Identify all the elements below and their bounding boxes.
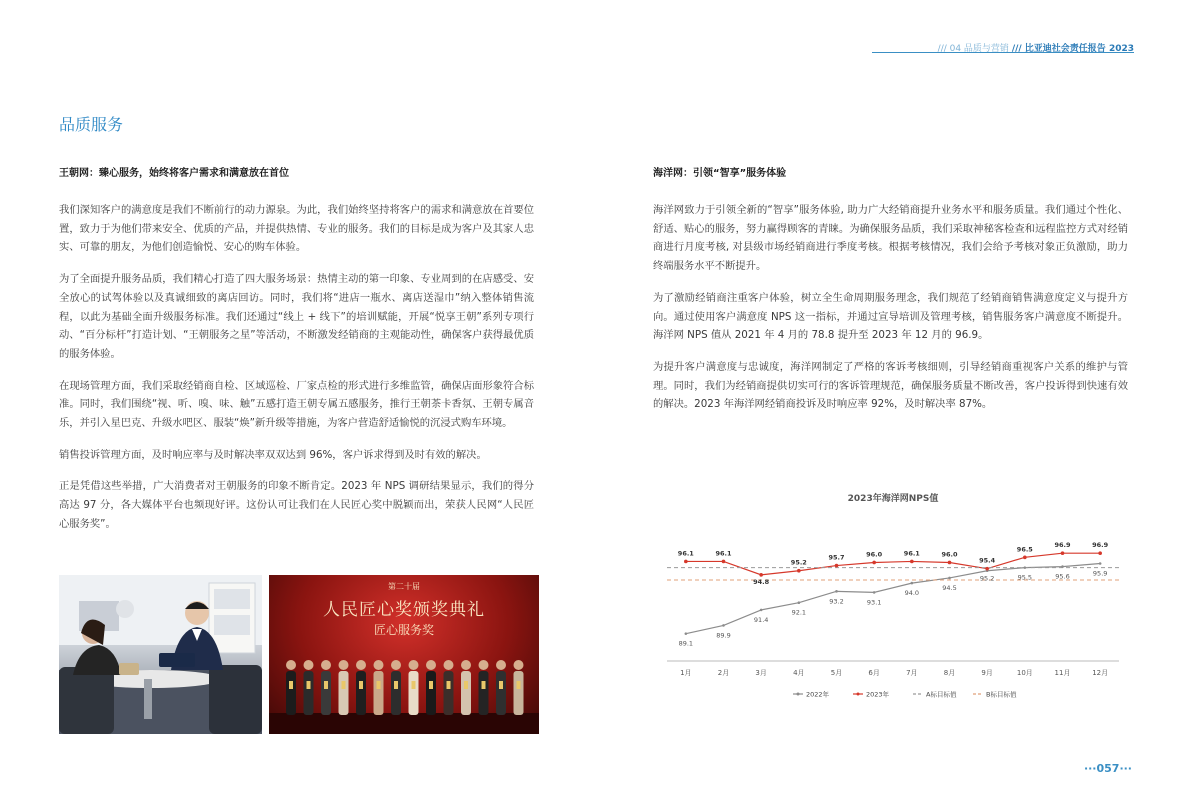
data-point (684, 560, 688, 564)
x-tick-label: 2月 (717, 669, 730, 677)
person-figure (286, 671, 296, 715)
data-label: 91.4 (753, 615, 769, 624)
trophy (429, 681, 433, 689)
data-label: 95.2 (790, 558, 807, 567)
data-point (1061, 565, 1064, 568)
x-tick-label: 10月 (1016, 669, 1033, 677)
left-paragraph: 正是凭借这些举措，广大消费者对王朝服务的印象不断肯定。2023 年 NPS 调研结果显示，我们的得分高达 97 分，各大媒体平台也频现好评。这份认可让我们在人民匠心奖中脱颖而出，荣获人民网“人民匠心服务奖”。 (59, 480, 534, 530)
data-point (835, 590, 838, 593)
person-figure (304, 671, 314, 715)
person-figure (321, 671, 331, 715)
header-section: /// 04 品质与营销 (937, 44, 1009, 54)
trophy (377, 681, 381, 689)
x-tick-label: 7月 (906, 669, 918, 677)
data-point (911, 582, 914, 585)
legend-label: 2022年 (806, 690, 830, 699)
data-point (759, 573, 763, 577)
data-point (1024, 566, 1027, 569)
award-winners-illustration (269, 575, 539, 734)
x-tick-label: 4月 (793, 669, 805, 677)
award-name-text: 匠心服务奖 (373, 623, 434, 637)
person-figure (426, 671, 436, 715)
person-head (391, 660, 401, 670)
x-tick-label: 11月 (1054, 669, 1071, 677)
person-head (286, 660, 296, 670)
trophy (499, 681, 503, 689)
nps-line-chart (653, 485, 1133, 720)
data-label: 95.4 (979, 556, 996, 565)
data-label: 96.9 (1092, 541, 1109, 550)
trophy (447, 681, 451, 689)
right-paragraph: 为了激励经销商注重客户体验，树立全生命周期服务理念，我们规范了经销商销售满意度定义与提升方向。通过使用客户满意度 NPS 这一指标，并通过宣导培训及管理考核，销售服务客户满意度不断提升。海洋网 NPS 值从 2021 年 4 月的 78.8 提升至 2023 年 12 月的 96.9。 (653, 291, 1128, 342)
legend-label: B标目标值 (986, 690, 1017, 699)
trophy (324, 681, 328, 689)
data-point (1023, 556, 1027, 560)
person-head (514, 660, 524, 670)
data-label: 96.0 (941, 550, 958, 559)
data-label: 94.0 (904, 589, 920, 598)
person-figure (461, 671, 471, 715)
data-label: 96.0 (866, 550, 883, 559)
series-line (686, 553, 1100, 575)
data-point (910, 560, 914, 564)
data-point (1061, 551, 1065, 555)
ceremony-title-text: 人民匠心奖颁奖典礼 (323, 600, 485, 620)
person-head (356, 660, 366, 670)
left-paragraph: 在现场管理方面，我们采取经销商自检、区域巡检、厂家点检的形式进行多维监管，确保店面形象符合标准。同时，我们围绕“视、听、嗅、味、触”五感打造王朝专属五感服务，推行王朝茶卡香氛、王朝专属音乐，并引入星巴克、升级水吧区、服装“焕”新升级等措施，为客户营造舒适愉悦的沉浸式购车环境。 (59, 379, 534, 430)
data-label: 96.1 (677, 549, 694, 558)
data-label: 96.1 (715, 549, 732, 558)
data-label: 93.1 (866, 598, 882, 607)
person-figure (356, 671, 366, 715)
left-subtitle: 王朝网：臻心服务，始终将客户需求和满意放在首位 (59, 168, 289, 179)
legend-label: A标目标值 (926, 690, 957, 699)
data-label: 96.5 (1016, 545, 1033, 554)
person-figure (514, 671, 524, 715)
trophy (482, 681, 486, 689)
consultation-illustration (59, 575, 262, 734)
left-column (59, 166, 534, 547)
left-paragraph: 为了全面提升服务品质，我们精心打造了四大服务场景：热情主动的第一印象、专业周到的在店感受、安全放心的试驾体验以及真诚细致的离店回访。同时，我们将“进店一瓶水、离店送湿巾”纳入整体销售流程，以此为基础全面升级服务标准。我们还通过“线上 + 线下”的培训赋能，开展“悦享王朝”系列专项行动、“百分标杆”打造计划、“王朝服务之星”等活动，不断激发经销商的主观能动性，确保客户获得最优质的服务体验。 (59, 273, 534, 360)
person-figure (374, 671, 384, 715)
section-title: 品质服务 (59, 115, 124, 134)
x-tick-label: 1月 (680, 669, 692, 677)
data-label: 94.5 (942, 583, 957, 592)
data-point (873, 591, 876, 594)
person-figure (391, 671, 401, 715)
person-head (409, 660, 419, 670)
data-label: 92.1 (791, 608, 807, 617)
x-tick-label: 9月 (981, 669, 993, 677)
data-point (948, 577, 951, 580)
data-point (1098, 551, 1102, 555)
series-line (686, 564, 1100, 634)
data-label: 95.7 (828, 553, 845, 562)
person-head (304, 660, 314, 670)
right-paragraph: 为提升客户满意度与忠诚度，海洋网制定了严格的客诉考核细则，引导经销商重视客户关系的维护与管理。同时，我们为经销商提供切实可行的客诉管理规范，确保服务质量不断改善，客户投诉得到快速有效的解决。2023 年海洋网经销商投诉及时响应率 92%，及时解决率 87%。 (653, 360, 1128, 411)
person-figure (339, 671, 349, 715)
data-label: 96.1 (903, 549, 920, 558)
running-header (938, 41, 1134, 54)
person-figure (496, 671, 506, 715)
data-point (760, 609, 763, 612)
data-label: 95.5 (1017, 573, 1033, 582)
person-figure (479, 671, 489, 715)
data-point (1099, 562, 1102, 565)
right-paragraph: 海洋网致力于引领全新的“智享”服务体验, 助力广大经销商提升业务水平和服务质量。我们通过个性化、舒适、贴心的服务，努力赢得顾客的青睐。为确保服务品质，我们采取神秘客检查和远程监控方式对经销商进行月度考核, 对县级市场经销商进行季度考核。根据考核情况，我们会给予考核对象正负激励，助力终端服务水平不断提升。 (653, 204, 1128, 273)
data-label: 95.6 (1055, 572, 1070, 581)
person-head (339, 660, 349, 670)
award-ceremony-photo (269, 575, 539, 734)
left-paragraph: 销售投诉管理方面，及时响应率与及时解决率双双达到 96%，客户诉求得到及时有效的解决。 (59, 448, 487, 461)
person-head (461, 660, 471, 670)
trophy (359, 681, 363, 689)
service-consultation-photo (59, 575, 262, 734)
data-point (872, 561, 876, 565)
person-head (374, 660, 384, 670)
data-point (797, 569, 801, 573)
x-tick-label: 3月 (755, 669, 767, 677)
nps-chart (653, 485, 1133, 720)
left-paragraph: 我们深知客户的满意度是我们不断前行的动力源泉。为此，我们始终坚持将客户的需求和满意放在首要位置，致力于为他们带来安全、优质的产品，并提供热情、专业的服务。我们的目标是成为客户及其家人忠实、可靠的朋友，为他们创造愉悦、安心的购车体验。 (59, 204, 534, 254)
data-label: 96.9 (1054, 541, 1071, 550)
data-point (798, 601, 801, 604)
trophy (394, 681, 398, 689)
x-tick-label: 12月 (1092, 669, 1109, 677)
data-point (985, 567, 989, 571)
data-point (685, 632, 688, 635)
person-head (426, 660, 436, 670)
trophy (517, 681, 521, 689)
person-head (321, 660, 331, 670)
legend-marker (857, 693, 860, 696)
data-label: 89.1 (678, 639, 694, 648)
data-point (948, 561, 952, 565)
data-point (835, 564, 839, 568)
trophy (464, 681, 468, 689)
legend-marker (797, 693, 800, 696)
legend-label: 2023年 (866, 690, 890, 699)
person-figure (444, 671, 454, 715)
trophy (412, 681, 416, 689)
right-subtitle: 海洋网：引领“智享”服务体验 (653, 168, 787, 179)
ceremony-edition-text: 第二十届 (388, 582, 420, 591)
trophy (307, 681, 311, 689)
x-tick-label: 6月 (868, 669, 880, 677)
data-label: 94.8 (753, 577, 770, 586)
page-number: ···057··· (1083, 762, 1132, 775)
header-report-title: /// 比亚迪社会责任报告 2023 (1011, 44, 1134, 54)
right-column (653, 166, 1128, 427)
person-figure (409, 671, 419, 715)
x-tick-label: 8月 (943, 669, 956, 677)
person-head (496, 660, 506, 670)
person-head (479, 660, 489, 670)
data-label: 93.2 (829, 597, 844, 606)
chart-title: 2023年海洋网NPS值 (847, 494, 939, 504)
x-tick-label: 5月 (830, 669, 843, 677)
data-label: 95.2 (979, 574, 995, 583)
trophy (342, 681, 346, 689)
trophy (289, 681, 293, 689)
data-point (722, 624, 725, 627)
data-label: 95.9 (1092, 569, 1108, 578)
person-head (444, 660, 454, 670)
data-label: 89.9 (716, 631, 731, 640)
data-point (722, 560, 726, 564)
